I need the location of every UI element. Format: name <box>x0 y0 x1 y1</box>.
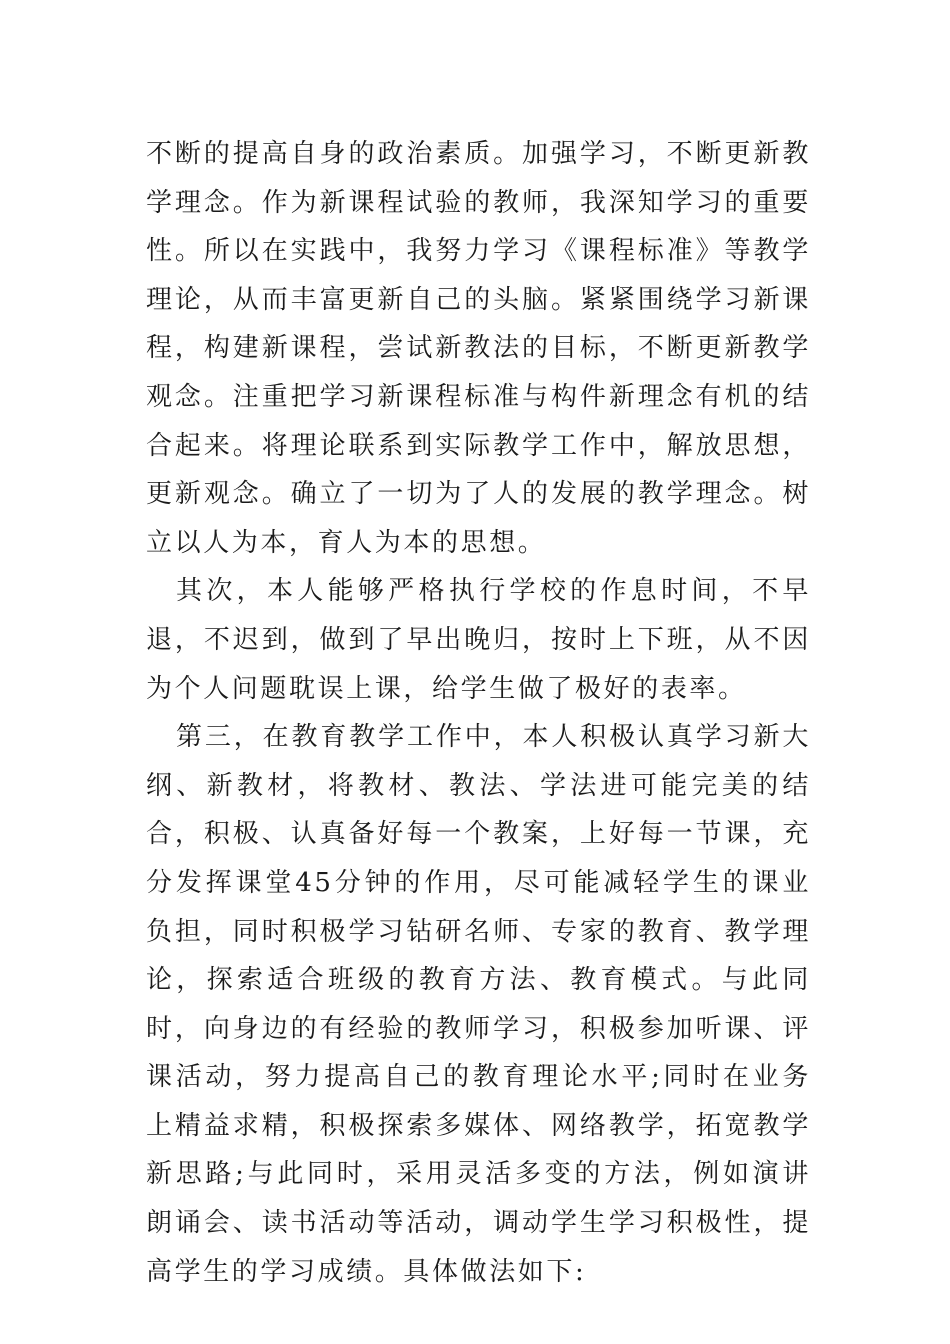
text-line: 第三，在教育教学工作中，本人积极认真学习新大纲、 <box>146 722 811 801</box>
text-line: 研名师、专家的教育、教学理论，探索适合班级的教育方 <box>146 916 811 996</box>
paragraph-1 <box>146 130 811 567</box>
text-line: 积极参加听课、评课活动，努力提高自己的教育理论水平; <box>146 1013 811 1093</box>
text-line: 生的学习成绩。具体做法如下: <box>203 1256 587 1287</box>
text-line: 朗诵会、读书活动等活动，调动学生学习积极性，提高学 <box>146 1208 811 1287</box>
text-line: 富更新自己的头脑。紧紧围绕学习新课程，构建新课程， <box>146 284 811 364</box>
text-line: 宽教学新思路;与此同时，采用灵活多变的方法，例如演讲 <box>146 1110 811 1190</box>
text-line: 迟到，做到了早出晚归，按时上下班，从不因为个人问题 <box>146 624 811 704</box>
paragraph-3 <box>146 713 811 1296</box>
text-line: 程标准与构件新理念有机的结合起来。将理论联系到实际 <box>146 381 811 461</box>
text-line: 钟的作用，尽可能减轻学生的课业负担，同时积极学习钻 <box>146 867 811 947</box>
text-line: 法、教育模式。与此同时，向身边的有经验的教师学习， <box>146 965 811 1044</box>
text-line: 在实践中，我努力学习《课程标准》等教学理论，从而丰 <box>146 236 811 315</box>
text-line: 同时在业务上精益求精，积极探索多媒体、网络教学，拓 <box>146 1062 811 1141</box>
paragraph-2 <box>146 567 811 713</box>
text-line: 认真备好每一个教案，上好每一节课，充分发挥课堂45分 <box>146 819 811 898</box>
text-line: 尝试新教法的目标，不断更新教学观念。注重把学习新课 <box>146 333 811 412</box>
text-line: 新教材，将教材、教法、学法进可能完美的结合，积极、 <box>146 770 811 850</box>
text-line: 念。作为新课程试验的教师，我深知学习的重要性。所以 <box>146 187 811 267</box>
document-body <box>146 130 811 1296</box>
text-line: 教学工作中，解放思想，更新观念。确立了一切为了人的 <box>146 430 811 510</box>
text-line: 其次，本人能够严格执行学校的作息时间，不早退，不 <box>146 576 811 655</box>
text-line: 耽误上课，给学生做了极好的表率。 <box>289 673 747 704</box>
text-line: 不断的提高自身的政治素质。加强学习，不断更新教学理 <box>146 139 811 218</box>
text-line: 发展的教学理念。树立以人为本，育人为本的思想。 <box>146 479 811 558</box>
